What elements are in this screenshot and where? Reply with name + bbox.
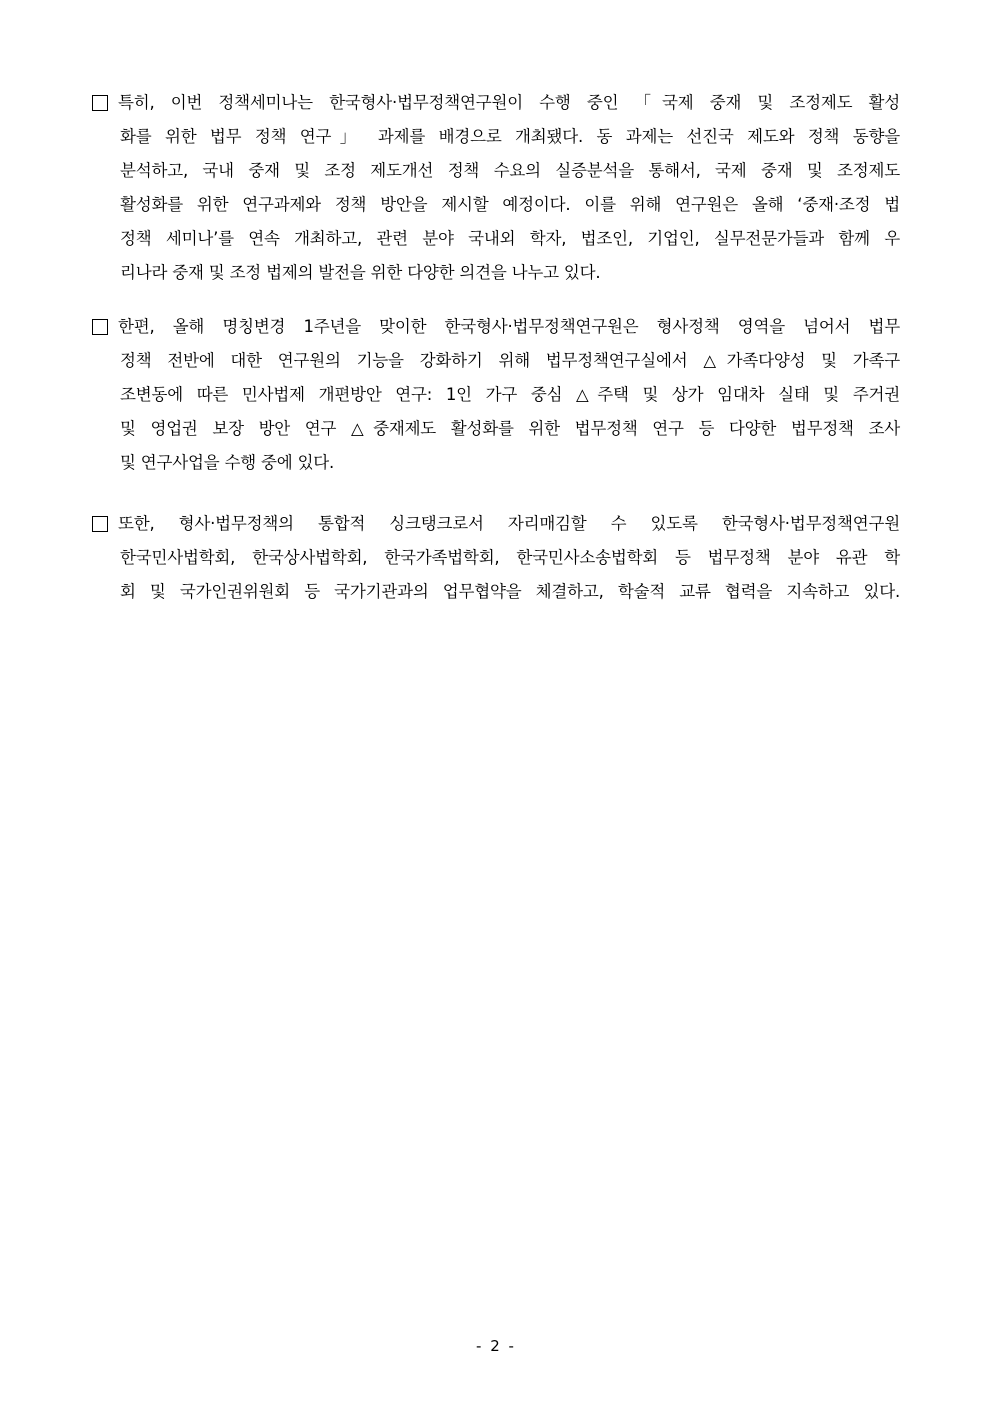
paragraph-first-line (92, 507, 900, 541)
paragraph-seminar-background (92, 86, 900, 290)
paragraph-line: 및 연구사업을 수행 중에 있다. (120, 453, 335, 472)
paragraph-line: 한편, 올해 명칭변경 1주년을 맞이한 한국형사·법무정책연구원은 형사정책 영역을 넘어서 법무 (118, 317, 900, 336)
empty-square-icon (92, 319, 108, 335)
paragraph-cooperation (92, 507, 900, 609)
empty-square-icon (92, 516, 108, 532)
paragraph-institute-research (92, 310, 900, 480)
paragraph-line: 화를 위한 법무 정책 연구」 과제를 배경으로 개최됐다. 동 과제는 선진국 제도와 정책 동향을 (120, 127, 900, 146)
paragraph-line: 특히, 이번 정책세미나는 한국형사·법무정책연구원이 수행 중인 「국제 중재 및 조정제도 활성 (118, 93, 900, 112)
paragraph-line: 정책 세미나’를 연속 개최하고, 관련 분야 국내외 학자, 법조인, 기업인, 실무전문가들과 함께 우 (120, 229, 900, 248)
paragraph-line: 회 및 국가인권위원회 등 국가기관과의 업무협약을 체결하고, 학술적 교류 협력을 지속하고 있다. (120, 582, 900, 601)
paragraph-line: 또한, 형사·법무정책의 통합적 싱크탱크로서 자리매김할 수 있도록 한국형사·법무정책연구원 (118, 514, 900, 533)
paragraph-line: 활성화를 위한 연구과제와 정책 방안을 제시할 예정이다. 이를 위해 연구원은 올해 ‘중재·조정 법 (120, 195, 900, 214)
paragraph-line: 한국민사법학회, 한국상사법학회, 한국가족법학회, 한국민사소송법학회 등 법무정책 분야 유관 학 (120, 548, 900, 567)
empty-square-icon (92, 95, 108, 111)
paragraph-line: 조변동에 따른 민사법제 개편방안 연구: 1인 가구 중심 △주택 및 상가 임대차 실태 및 주거권 (120, 385, 900, 404)
paragraph-first-line (92, 310, 900, 344)
paragraph-line: 및 영업권 보장 방안 연구 △중재제도 활성화를 위한 법무정책 연구 등 다양한 법무정책 조사 (120, 419, 900, 438)
page-number: - 2 - (476, 1337, 516, 1355)
paragraph-line: 리나라 중재 및 조정 법제의 발전을 위한 다양한 의견을 나누고 있다. (120, 263, 601, 282)
paragraph-first-line (92, 86, 900, 120)
paragraph-line: 분석하고, 국내 중재 및 조정 제도개선 정책 수요의 실증분석을 통해서, 국제 중재 및 조정제도 (120, 161, 900, 180)
paragraph-line: 정책 전반에 대한 연구원의 기능을 강화하기 위해 법무정책연구실에서 △가족다양성 및 가족구 (120, 351, 900, 370)
